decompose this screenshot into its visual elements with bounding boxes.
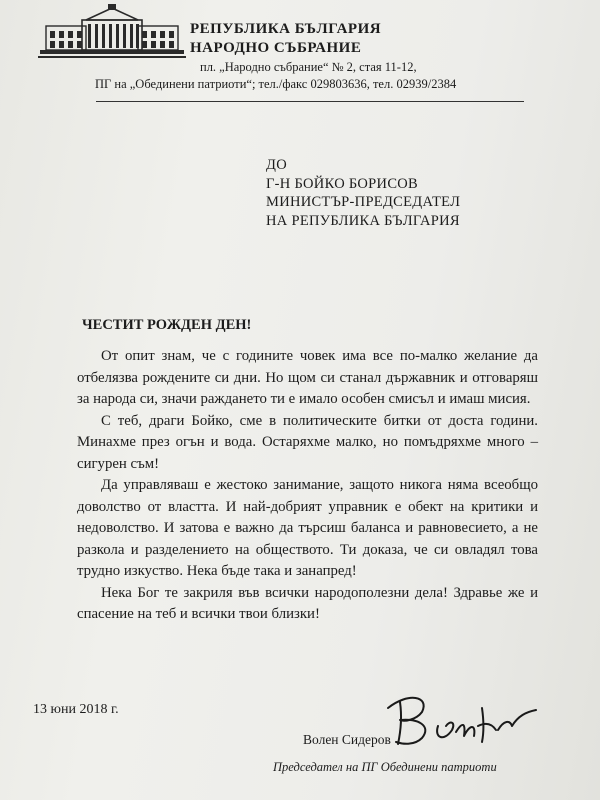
recipient-to: ДО <box>266 157 287 173</box>
body-paragraph: Нека Бог те закриля във всички народополезни дела! Здравье же и спасение на теб и всички твои близки! <box>77 584 538 622</box>
body-paragraph: От опит знам, че с годините човек има все по-малко желание да отбелязва рождените си дни. Но щом си станал държавник и отговаряш за народа си, значи раждането ти е имало особен смисъл и имаш мисия. <box>77 348 538 407</box>
letterhead-address: пл. „Народно събрание“ № 2, стая 11-12, <box>200 60 417 74</box>
signer-name: Волен Сидеров <box>303 732 391 747</box>
letter-body <box>77 346 538 626</box>
letterhead-title <box>190 20 381 58</box>
body-paragraph: С теб, драги Бойко, сме в политическите битки от доста години. Минахме през огън и вода. Остаряхме малко, но помъдряхме много – сигурен съм! <box>77 412 538 472</box>
letter-greeting: ЧЕСТИТ РОЖДЕН ДЕН! <box>82 317 252 333</box>
letterhead-institution: НАРОДНО СЪБРАНИЕ <box>190 40 362 56</box>
signer-title: Председател на ПГ Обединени патриоти <box>273 760 497 774</box>
parliament-building-icon <box>38 4 186 60</box>
recipient-name: Г-Н БОЙКО БОРИСОВ <box>266 175 419 192</box>
letterhead-country: РЕПУБЛИКА БЪЛГАРИЯ <box>190 21 382 37</box>
letterhead-divider <box>96 101 524 102</box>
handwritten-signature <box>378 686 543 756</box>
recipient-country: НА РЕПУБЛИКА БЪЛГАРИЯ <box>266 212 460 229</box>
recipient-block <box>266 156 460 230</box>
letter-date: 13 юни 2018 г. <box>33 702 119 717</box>
letterhead-contacts: ПГ на „Обединени патриоти“; тел./факс 029803636, тел. 02939/2384 <box>95 77 457 91</box>
body-paragraph: Да управляваш е жестоко занимание, защото никога няма всеобщо доволство от властта. И най-добрият управник е обект на критики и недоволство. И затова е важно да търсиш баланса и равновесието, а не разкола и разделението на обществото. Ти доказа, че си овладял това трудно изкуство. Нека бъде така и занапред! <box>77 477 538 579</box>
recipient-position: МИНИСТЪР-ПРЕДСЕДАТЕЛ <box>266 194 461 210</box>
